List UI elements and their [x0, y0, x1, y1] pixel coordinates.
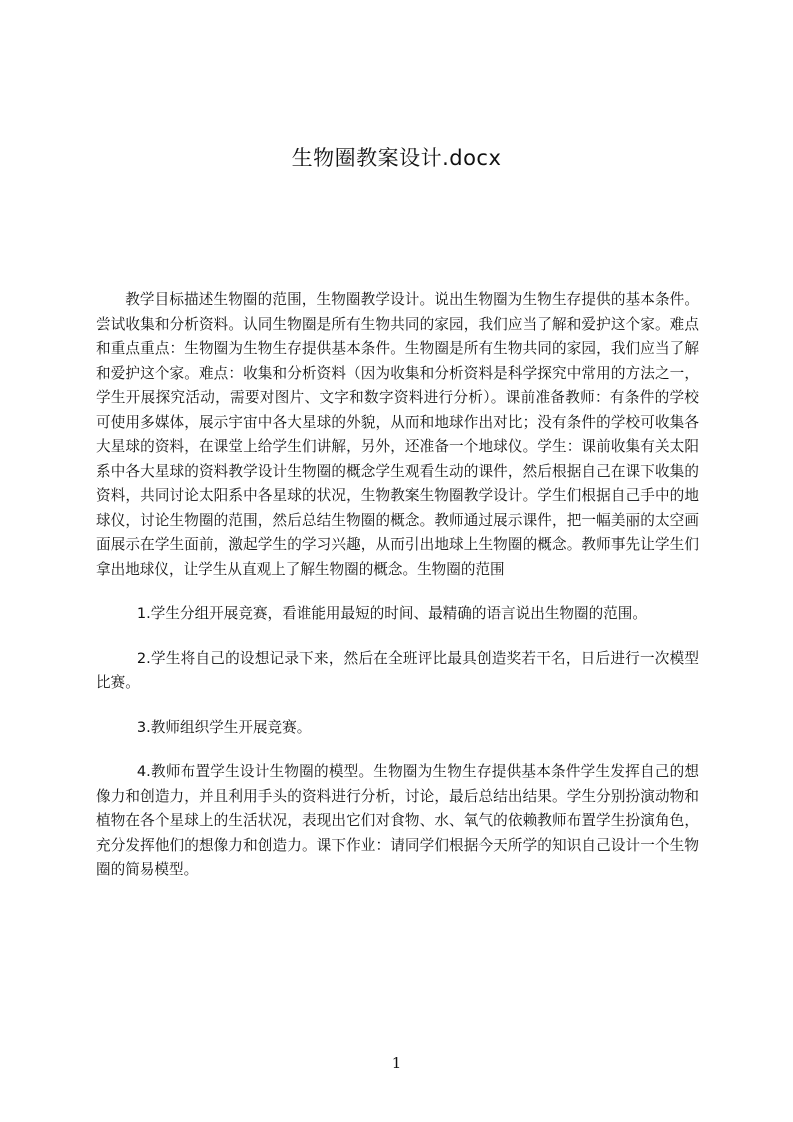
- document-title: 生物圈教案设计.docx: [291, 146, 502, 170]
- document-body: [96, 288, 699, 883]
- list-item-3: 3.教师组织学生开展竞赛。: [136, 718, 312, 736]
- list-item-2: 2.学生将自己的设想记录下来，然后在全班评比最具创造奖若干名，日后进行一次模型比赛。: [96, 649, 699, 691]
- page-number: 1: [391, 1054, 402, 1072]
- list-item-1: 1.学生分组开展竞赛，看谁能用最短的时间、最精确的语言说出生物圈的范围。: [136, 605, 647, 622]
- list-item-4: 4.教师布置学生设计生物圈的模型。生物圈为生物生存提供基本条件学生发挥自己的想像力和创造力，并且利用手头的资料进行分析，讨论，最后总结出结果。学生分别扮演动物和植物在各个星球上的生活状况，表现出它们对食物、水、氧气的依赖教师布置学生扮演角色，充分发挥他们的想像力和创造力。课下作业：请同学们根据今天所学的知识自己设计一个生物圈的简易模型。: [96, 763, 699, 878]
- intro-paragraph: 教学目标描述生物圈的范围，生物圈教学设计。说出生物圈为生物生存提供的基本条件。尝试收集和分析资料。认同生物圈是所有生物共同的家园，我们应当了解和爱护这个家。难点和重点重点：生物圈为生物生存提供基本条件。生物圈是所有生物共同的家园，我们应当了解和爱护这个家。难点：收集和分析资料（因为收集和分析资料是科学探究中常用的方法之一，学生开展探究活动，需要对图片、文字和数字资料进行分析）。课前准备教师：有条件的学校可使用多媒体，展示宇宙中各大星球的外貌，从而和地球作出对比；没有条件的学校可收集各大星球的资料，在课堂上给学生们讲解，另外，还准备一个地球仪。学生：课前收集有关太阳系中各大星球的资料教学设计生物圈的概念学生观看生动的课件，然后根据自己在课下收集的资料，共同讨论太阳系中各星球的状况，生物教案生物圈教学设计。学生们根据自己手中的地球仪，讨论生物圈的范围，然后总结生物圈的概念。教师通过展示课件，把一幅美丽的太空画面展示在学生面前，激起学生的学习兴趣，从而引出地球上生物圈的概念。教师事先让学生们拿出地球仪，让学生从直观上了解生物圈的概念。生物圈的范围: [96, 291, 699, 578]
